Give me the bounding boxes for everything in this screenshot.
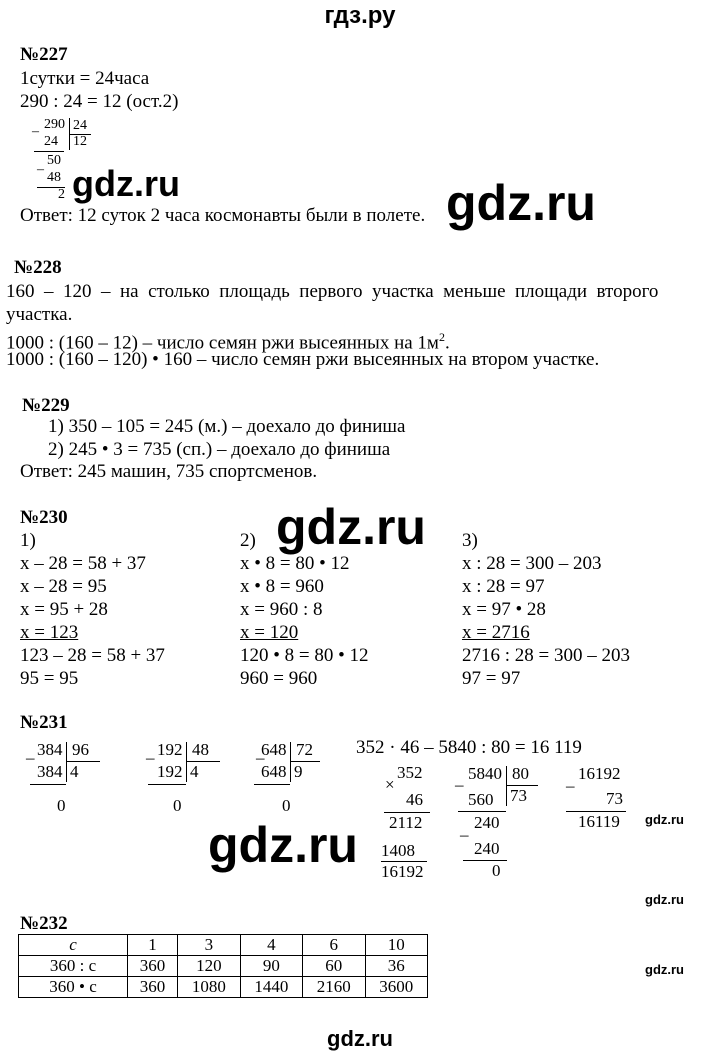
underline xyxy=(458,811,506,812)
eq-line: 123 – 28 = 58 + 37 xyxy=(20,645,165,666)
eq-line: 120 • 8 = 80 • 12 xyxy=(240,645,369,666)
task-228-line3: 1000 : (160 – 120) • 160 – число семян ржи высеянных на втором участке. xyxy=(6,349,600,370)
table-cell: 3600 xyxy=(365,977,427,998)
dividend: 290 xyxy=(44,117,65,132)
eq-line: x = 97 • 28 xyxy=(462,599,546,620)
divisor: 48 xyxy=(192,740,209,759)
eq-line-result: x = 2716 xyxy=(462,622,530,643)
table-cell: 90 xyxy=(240,956,302,977)
table-cell: 1080 xyxy=(178,977,240,998)
factor-b: 46 xyxy=(406,790,423,809)
task-227-answer: Ответ: 12 суток 2 часа космонавты были в полете. xyxy=(20,205,426,226)
quotient: 4 xyxy=(190,762,199,781)
quotient: 9 xyxy=(294,762,303,781)
table-cell: 36 xyxy=(365,956,427,977)
product: 16192 xyxy=(381,862,424,881)
eq-line: x – 28 = 95 xyxy=(20,576,107,597)
remainder-1: 50 xyxy=(47,153,61,168)
table-cell: 360 xyxy=(128,956,178,977)
table-cell: c xyxy=(19,935,128,956)
task-227-line2: 290 : 24 = 12 (ост.2) xyxy=(20,91,179,112)
minus-sign: – xyxy=(32,124,39,139)
division-bar-v xyxy=(66,742,67,782)
table-cell: 360 • c xyxy=(19,977,128,998)
period: . xyxy=(444,332,450,354)
task-228-line2-text: 1000 : (160 – 12) – число семян ржи высеянных на 1м xyxy=(6,332,439,354)
table-cell: 6 xyxy=(303,935,365,956)
table-row xyxy=(19,956,428,977)
minus-sign: – xyxy=(256,748,265,767)
underline xyxy=(30,784,66,785)
table-cell: 10 xyxy=(365,935,427,956)
task-227-title: №227 xyxy=(20,44,68,65)
eq-line: 2) xyxy=(240,530,256,551)
watermark: gdz.ru xyxy=(645,892,684,907)
minus-sign: – xyxy=(566,776,575,795)
minus-sign: – xyxy=(455,775,464,794)
quotient: 73 xyxy=(510,786,527,805)
task-232-title: №232 xyxy=(20,913,68,934)
difference: 16119 xyxy=(578,812,620,831)
subtrahend: 648 xyxy=(261,762,287,781)
eq-line: 97 = 97 xyxy=(462,668,521,689)
task-229-answer: Ответ: 245 машин, 735 спортсменов. xyxy=(20,461,318,482)
table-cell: 360 : c xyxy=(19,956,128,977)
task-231-expression: 352 · 46 – 5840 : 80 = 16 119 xyxy=(356,737,582,758)
task-229-title: №229 xyxy=(22,395,70,416)
minus-sign: – xyxy=(37,162,44,177)
task-228-title: №228 xyxy=(14,257,62,278)
task-228-line1: 160 – 120 – на столько площадь первого участка меньше площади второго xyxy=(6,281,659,302)
eq-line: x • 8 = 80 • 12 xyxy=(240,553,350,574)
division-bar-v xyxy=(506,766,507,806)
division-bar-v xyxy=(186,742,187,782)
remainder: 2 xyxy=(58,187,65,202)
quotient: 12 xyxy=(73,134,87,149)
task-232-table xyxy=(18,934,428,998)
table-cell: 4 xyxy=(240,935,302,956)
watermark: gdz.ru xyxy=(276,499,426,555)
eq-line: 95 = 95 xyxy=(20,668,79,689)
eq-line: 1) xyxy=(20,530,36,551)
superscript: 2 xyxy=(438,330,445,344)
dividend: 192 xyxy=(157,740,183,759)
dividend: 5840 xyxy=(468,764,502,783)
eq-line: x = 95 + 28 xyxy=(20,599,108,620)
minus-sign: – xyxy=(26,748,35,767)
remainder-1: 240 xyxy=(474,813,500,832)
subtrahend: 384 xyxy=(37,762,63,781)
task-229-line1: 1) 350 – 105 = 245 (м.) – доехало до финиша xyxy=(48,416,406,437)
eq-line: x : 28 = 300 – 203 xyxy=(462,553,602,574)
subtrahend-2: 240 xyxy=(474,839,500,858)
remainder: 0 xyxy=(492,861,501,880)
eq-line: x = 960 : 8 xyxy=(240,599,323,620)
watermark: gdz.ru xyxy=(446,175,596,231)
watermark: gdz.ru xyxy=(645,962,684,977)
eq-line: x : 28 = 97 xyxy=(462,576,545,597)
minus-sign: – xyxy=(146,748,155,767)
divisor: 72 xyxy=(296,740,313,759)
eq-line: x • 8 = 960 xyxy=(240,576,324,597)
eq-line-result: x = 123 xyxy=(20,622,79,643)
subtrahend-1: 560 xyxy=(468,790,494,809)
dividend: 648 xyxy=(261,740,287,759)
task-227-line1: 1сутки = 24часа xyxy=(20,68,150,89)
remainder: 0 xyxy=(57,796,66,815)
divisor: 80 xyxy=(512,764,529,783)
watermark: gdz.ru xyxy=(208,817,358,873)
subtrahend-2: 48 xyxy=(47,170,61,185)
eq-line: 960 = 960 xyxy=(240,668,318,689)
table-row xyxy=(19,977,428,998)
table-cell: 2160 xyxy=(303,977,365,998)
eq-line-result: x = 120 xyxy=(240,622,299,643)
table-cell: 60 xyxy=(303,956,365,977)
watermark: gdz.ru xyxy=(645,812,684,827)
dividend: 384 xyxy=(37,740,63,759)
table-cell: 1440 xyxy=(240,977,302,998)
quotient: 4 xyxy=(70,762,79,781)
remainder: 0 xyxy=(282,796,291,815)
times-sign: × xyxy=(385,775,395,794)
watermark-footer: gdz.ru xyxy=(327,1026,393,1051)
minuend: 16192 xyxy=(578,764,621,783)
underline xyxy=(254,784,290,785)
table-cell: 360 xyxy=(128,977,178,998)
underline-1 xyxy=(34,151,64,152)
task-229-line2: 2) 245 • 3 = 735 (сп.) – доехало до финиша xyxy=(48,439,391,460)
task-228-line1b: участка. xyxy=(6,304,73,325)
division-bar-v xyxy=(290,742,291,782)
task-230-title: №230 xyxy=(20,507,68,528)
factor-a: 352 xyxy=(397,763,423,782)
subtrahend-1: 24 xyxy=(44,134,58,149)
partial-product-1: 2112 xyxy=(389,813,423,832)
task-231-title: №231 xyxy=(20,712,68,733)
site-header: гдз.ру xyxy=(324,2,396,29)
table-row xyxy=(19,935,428,956)
minus-sign: – xyxy=(460,825,469,844)
watermark: gdz.ru xyxy=(72,163,180,204)
partial-product-2: 1408 xyxy=(381,841,415,860)
divisor: 96 xyxy=(72,740,89,759)
subtrahend: 192 xyxy=(157,762,183,781)
eq-line: 3) xyxy=(462,530,478,551)
eq-line: 2716 : 28 = 300 – 203 xyxy=(462,645,630,666)
underline xyxy=(148,784,186,785)
remainder: 0 xyxy=(173,796,182,815)
table-cell: 120 xyxy=(178,956,240,977)
table-cell: 1 xyxy=(128,935,178,956)
eq-line: x – 28 = 58 + 37 xyxy=(20,553,146,574)
subtrahend: 73 xyxy=(606,789,623,808)
divisor: 24 xyxy=(73,118,87,133)
table-cell: 3 xyxy=(178,935,240,956)
